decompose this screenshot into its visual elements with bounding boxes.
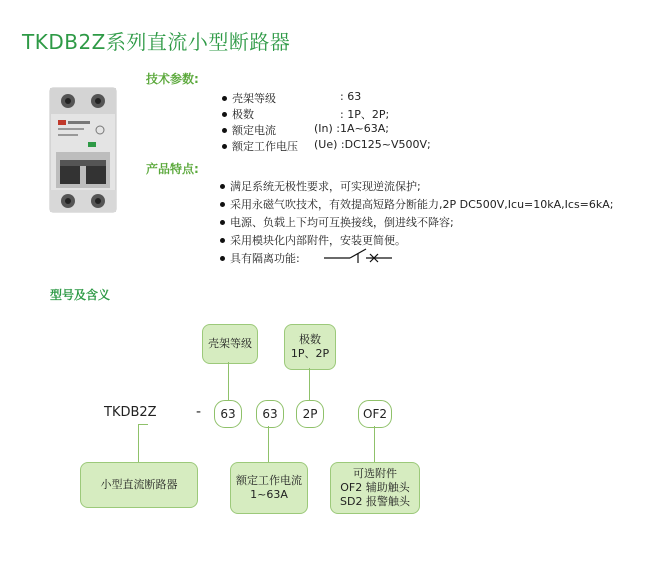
circuit-breaker-image [48,84,118,216]
accessory-box: 可选附件 OF2 辅助触头 SD2 报警触头 [330,462,420,514]
poles-box: 极数 1P、2P [284,324,336,370]
dash-separator: - [196,404,202,420]
series-label: TKDB2Z [104,405,157,420]
spec-row-voltage: 额定工作电压 (Ue) :DC125~V500V; [222,138,298,154]
spec-row-current: 额定电流 (In) :1A~63A; [222,122,276,138]
page-title: TKDB2Z系列直流小型断路器 [22,30,291,54]
feature-item: 具有隔离功能: [220,250,300,266]
feature-item: 满足系统无极性要求，可实现逆流保护; [220,178,421,194]
bullet-icon [222,112,227,117]
bullet-icon [220,220,225,225]
feature-item: 采用永磁气吹技术，有效提高短路分断能力,2P DC500V,Icu=10kA,Ics=6kA; [220,196,614,212]
spec-row-frame: 壳架等级 : 63 [222,90,276,106]
rated-current-box: 额定工作电流 1~63A [230,462,308,514]
bullet-icon [220,238,225,243]
field-frame: 63 [214,400,242,428]
feature-item: 电源、负载上下均可互换接线，倒进线不降容; [220,214,454,230]
frame-class-box: 壳架等级 [202,324,258,364]
bullet-icon [220,256,225,261]
spec-row-poles: 极数 : 1P、2P; [222,106,254,122]
feature-item: 采用模块化内部附件，安装更简便。 [220,232,406,248]
product-type-box: 小型直流断路器 [80,462,198,508]
model-heading: 型号及含义 [50,288,111,302]
bullet-icon [220,202,225,207]
specs-heading: 技术参数: [146,72,199,86]
isolation-switch-icon [322,246,394,266]
bullet-icon [222,96,227,101]
field-accessory: OF2 [358,400,392,428]
field-current: 63 [256,400,284,428]
bullet-icon [220,184,225,189]
bullet-icon [222,144,227,149]
features-heading: 产品特点: [146,162,199,176]
field-poles: 2P [296,400,324,428]
bullet-icon [222,128,227,133]
